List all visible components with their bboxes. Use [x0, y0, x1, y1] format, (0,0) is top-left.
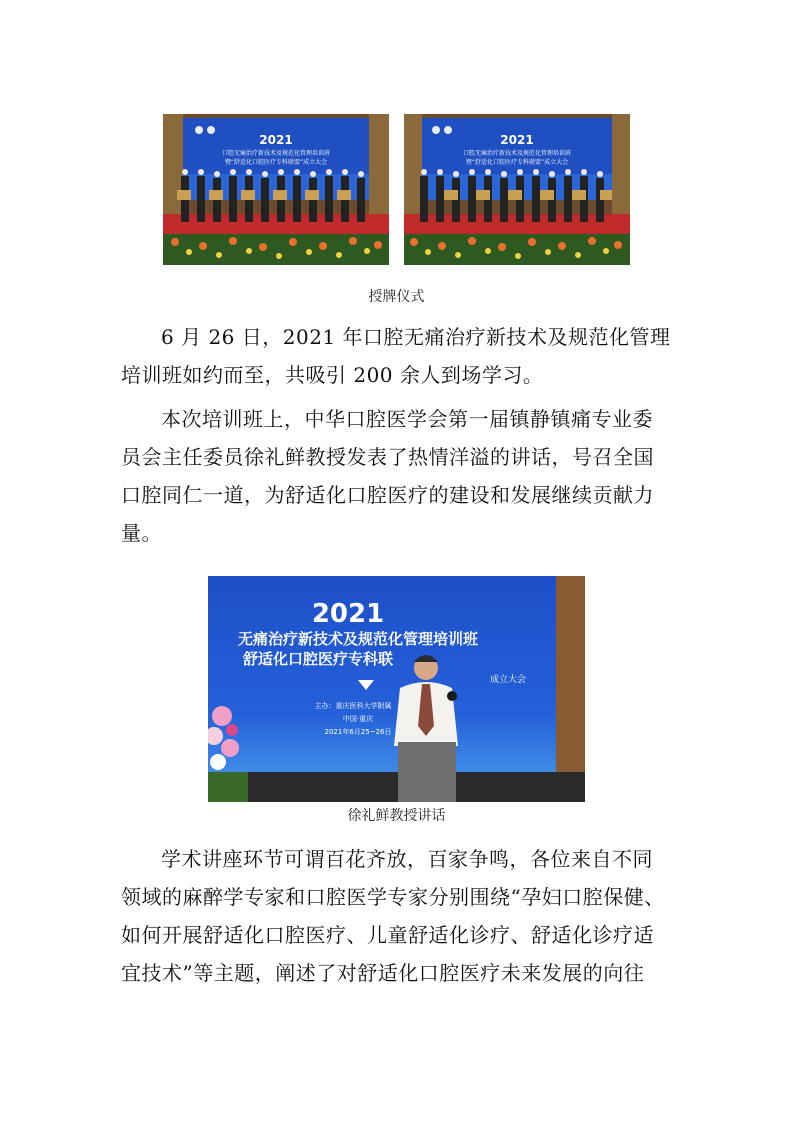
paragraph-1	[121, 318, 681, 394]
paragraph-2	[121, 400, 681, 552]
banner-line1: 口腔无痛治疗新技术及规范化管理培训班	[221, 150, 331, 157]
caption-ceremony: 授牌仪式	[368, 289, 425, 305]
text-line: 宜技术”等主题，阐述了对舒适化口腔医疗未来发展的向往	[121, 961, 645, 985]
text-line: 6 月 26 日，2021 年口腔无痛治疗新技术及规范化管理	[161, 325, 671, 349]
ceremony-photo-right	[404, 114, 630, 265]
banner-line2: 暨“舒适化口腔医疗专科联盟”成立大会	[224, 159, 328, 166]
banner-line2-suffix: 成立大会	[489, 675, 527, 685]
banner-year: 2021	[500, 133, 534, 147]
banner-location: 中国·重庆	[342, 715, 374, 723]
text-line: 本次培训班上，中华口腔医学会第一届镇静镇痛专业委	[161, 407, 653, 431]
text-line: 领域的麻醉学专家和口腔医学专家分别围绕“孕妇口腔保健、	[121, 885, 665, 909]
banner-year: 2021	[311, 599, 385, 629]
banner-line1: 口腔无痛治疗新技术及规范化管理培训班	[462, 150, 572, 157]
text-line: 学术讲座环节可谓百花齐放，百家争鸣，各位来自不同	[161, 847, 653, 871]
caption-speech: 徐礼鲜教授讲话	[347, 808, 446, 824]
paragraph-3	[121, 840, 681, 992]
banner-line2: 暨“舒适化口腔医疗专科联盟”成立大会	[465, 159, 569, 166]
banner-line2: 舒适化口腔医疗专科联	[242, 650, 394, 668]
banner-host: 主办：重庆医科大学附属	[314, 702, 392, 710]
text-line: 培训班如约而至，共吸引 200 余人到场学习。	[121, 363, 544, 387]
speech-photo	[208, 576, 585, 802]
text-line: 员会主任委员徐礼鲜教授发表了热情洋溢的讲话，号召全国	[121, 445, 654, 469]
text-line: 如何开展舒适化口腔医疗、儿童舒适化诊疗、舒适化诊疗适	[121, 923, 654, 947]
text-line: 量。	[121, 521, 162, 545]
banner-date: 2021年6月25~26日	[324, 728, 392, 736]
ceremony-photo-left	[163, 114, 389, 265]
banner-year: 2021	[259, 133, 293, 147]
banner-line1: 无痛治疗新技术及规范化管理培训班	[237, 630, 479, 648]
text-line: 口腔同仁一道，为舒适化口腔医疗的建设和发展继续贡献力	[121, 483, 654, 507]
